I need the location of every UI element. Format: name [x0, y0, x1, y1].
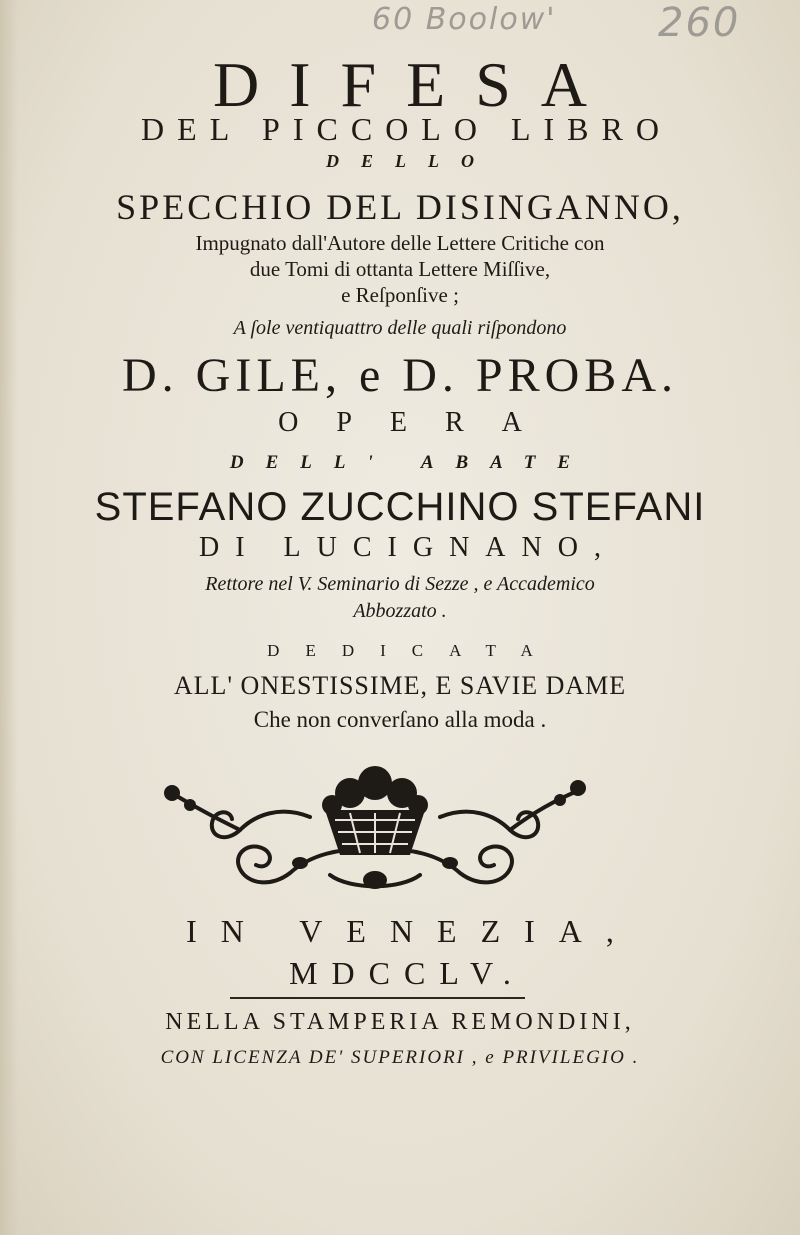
author-origin: DI LUCIGNANO, [199, 532, 617, 563]
abate-label: DELL' ABATE [229, 452, 593, 473]
pencil-annotation-left: 60 Boolow' [372, 2, 557, 37]
names-gile-proba: D. GILE, e D. PROBA. [122, 349, 678, 402]
dedication-moda: Che non converſano alla moda . [253, 707, 547, 732]
description-line-1: Impugnato dall'Autore delle Lettere Critiche con [195, 231, 605, 255]
main-title: DIFESA [212, 49, 618, 120]
pencil-annotation-right: 260 [658, 0, 741, 46]
imprint-year: MDCCLV. [289, 955, 525, 991]
subtitle-specchio: SPECCHIO DEL DISINGANNO, [116, 187, 684, 227]
author-name: STEFANO ZUCCHINO STEFANI [94, 485, 706, 529]
opera-label: OPERA [278, 407, 560, 438]
subtitle-dello: DELLO [326, 151, 496, 171]
imprint-rule [230, 997, 525, 999]
author-role-line-2: Abbozzato . [353, 600, 447, 622]
dedication-dame: ALL' ONESTISSIME, E SAVIE DAME [173, 671, 627, 700]
imprint-licence: CON LICENZA DE' SUPERIORI , e PRIVILEGIO . [160, 1047, 640, 1068]
dedicata-label: DEDICATA [267, 641, 559, 660]
description-line-3: e Reſponſive ; [341, 283, 459, 307]
imprint-place: IN VENEZIA, [186, 913, 638, 949]
description-line-2: due Tomi di ottanta Lettere Miſſive, [249, 257, 551, 281]
subtitle-piccolo-libro: DEL PICCOLO LIBRO [141, 111, 672, 147]
imprint-printer: NELLA STAMPERIA REMONDINI, [165, 1009, 635, 1035]
author-role-line-1: Rettore nel V. Seminario di Sezze , e Accademico [205, 573, 595, 595]
description-sole: A ſole ventiquattro delle quali riſpondono [233, 317, 567, 339]
floral-basket-ornament-icon [160, 755, 590, 900]
